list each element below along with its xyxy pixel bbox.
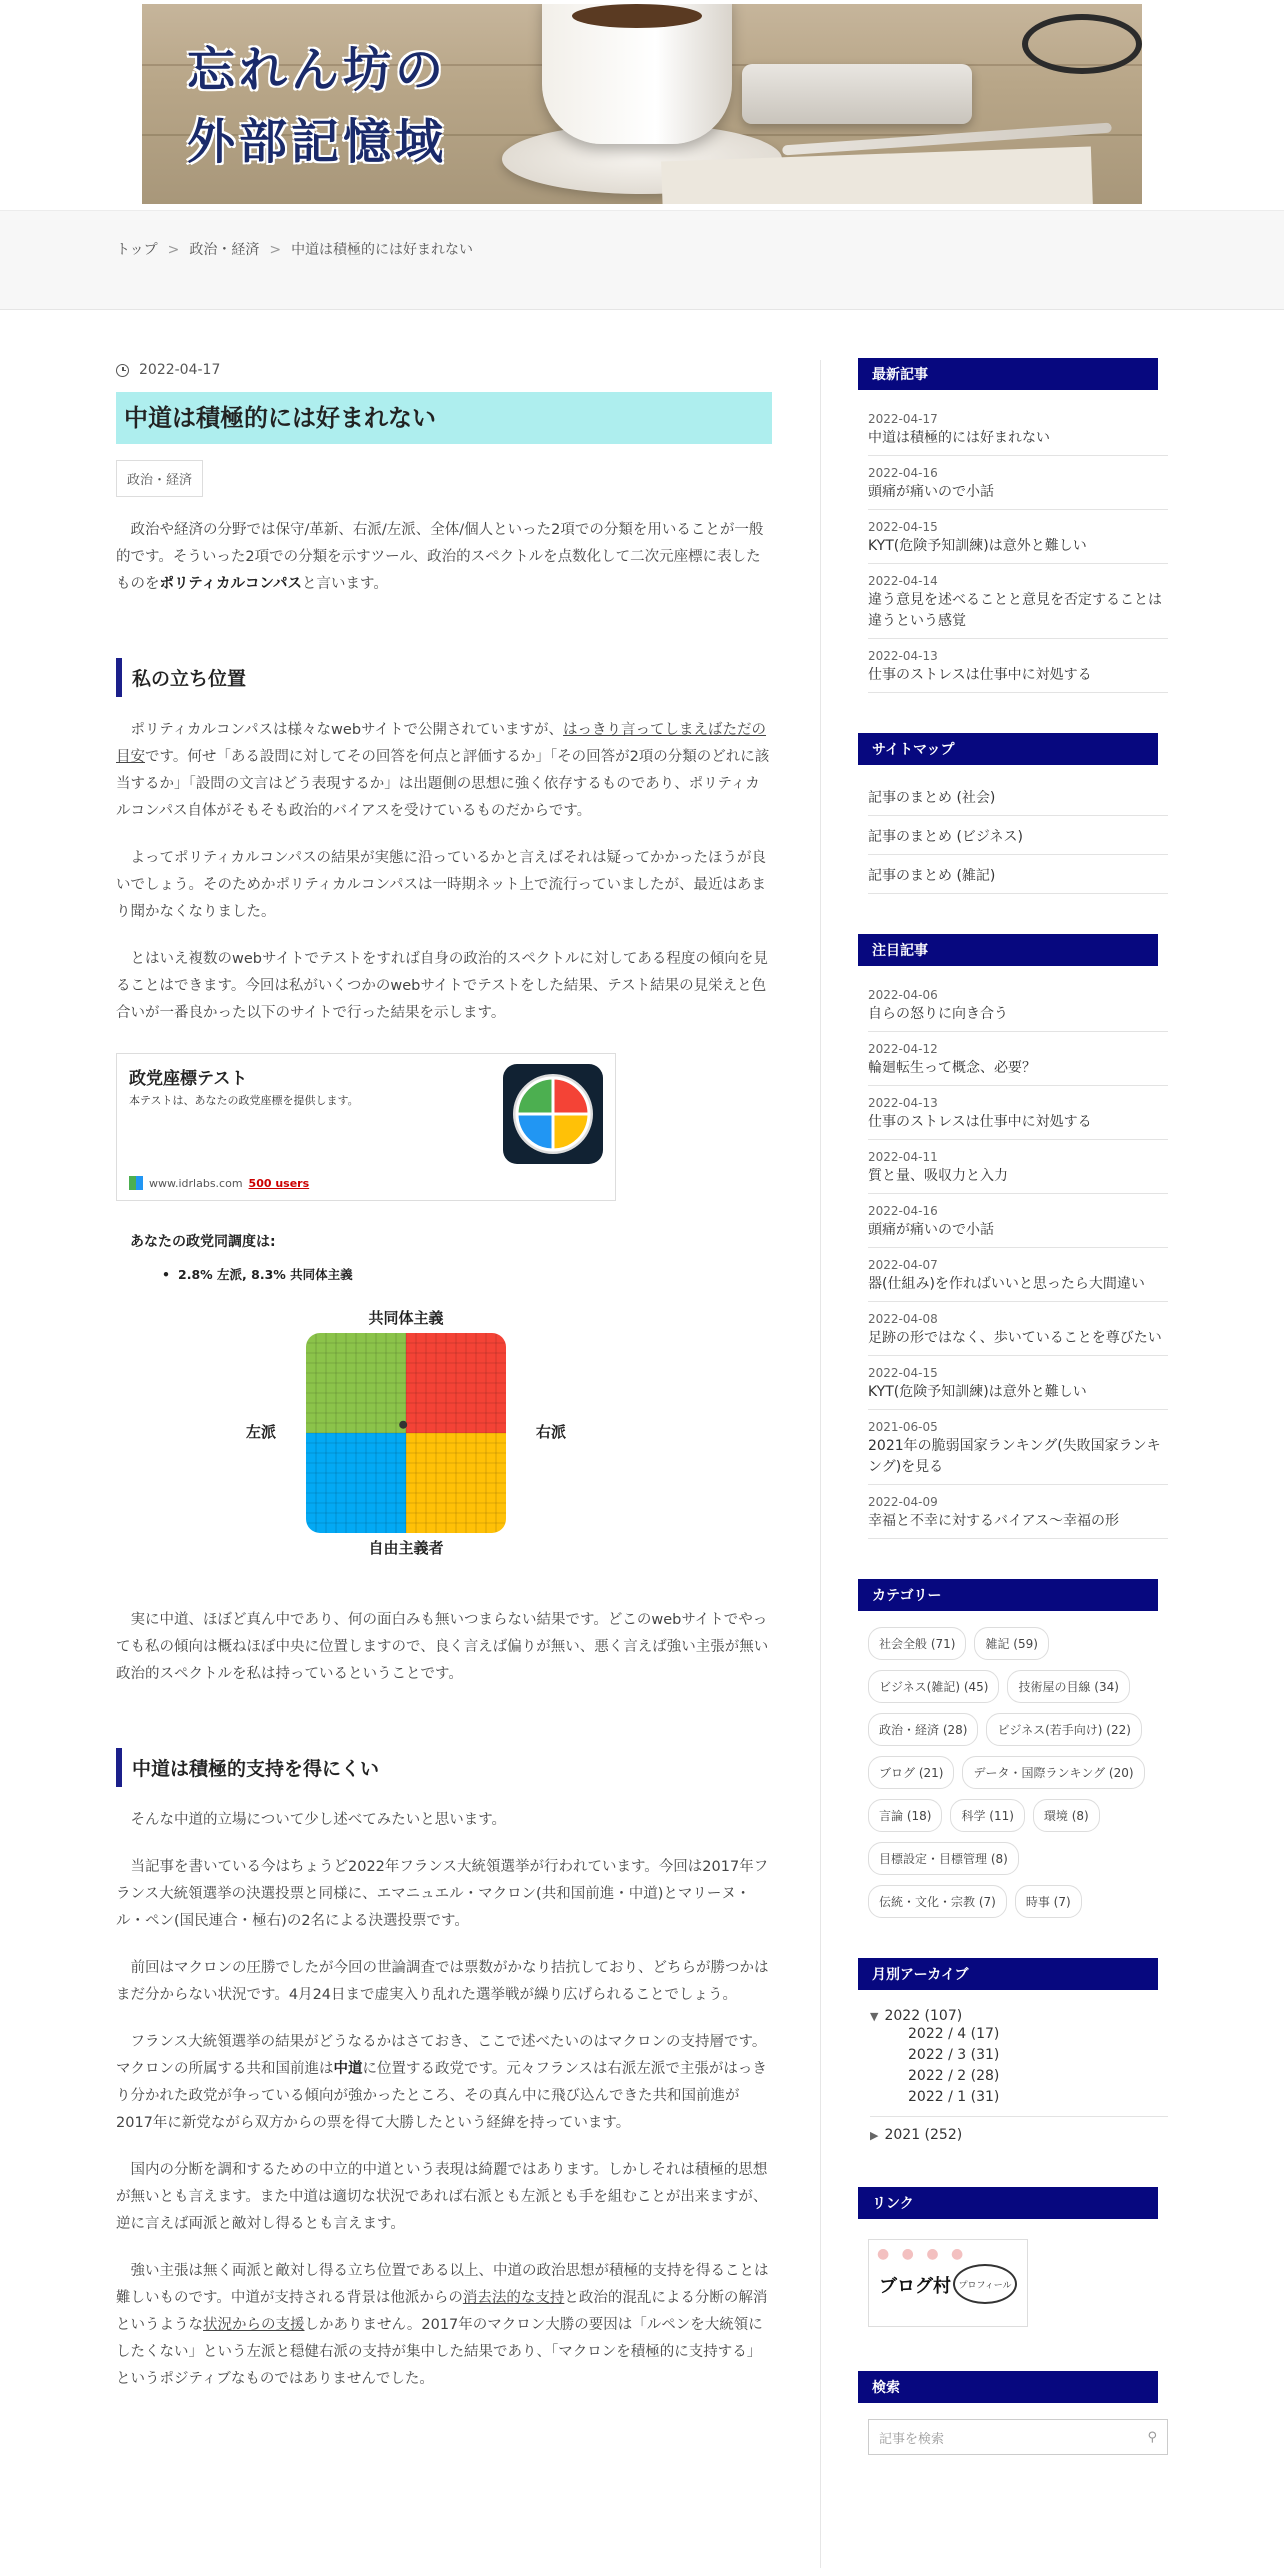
recent-post-item[interactable] xyxy=(868,639,1168,693)
popular-post-date: 2022-04-09 xyxy=(868,1495,938,1509)
sitemap-link[interactable]: 記事のまとめ (社会) xyxy=(868,777,1168,816)
favicon-icon xyxy=(129,1176,143,1190)
compass-result xyxy=(116,1231,772,1571)
breadcrumb-bar xyxy=(0,210,1284,310)
popular-posts-list xyxy=(858,978,1168,1539)
recent-post-item[interactable] xyxy=(868,564,1168,639)
paragraph-2: よってポリティカルコンパスの結果が実態に沿っているかと言えばそれは疑ってかかったほうが良いでしょう。そのためかポリティカルコンパスは一時期ネット上で流行っていましたが、最近はあまり聞かなくなりました。 xyxy=(116,850,767,920)
popular-post-date: 2022-04-12 xyxy=(868,1042,938,1056)
archive-list xyxy=(858,2008,1168,2143)
profile-badge: プロフィール xyxy=(953,2264,1017,2304)
sitemap-list xyxy=(858,777,1168,894)
popular-post-item[interactable] xyxy=(868,1140,1168,1194)
column-divider xyxy=(820,360,821,2568)
recent-post-item[interactable] xyxy=(868,510,1168,564)
popular-post-title[interactable]: 輪廻転生って概念、必要？ xyxy=(868,1060,1036,1076)
header-banner[interactable] xyxy=(142,4,1142,204)
popular-post-item[interactable] xyxy=(868,978,1168,1032)
sidebar-heading-popular: 注目記事 xyxy=(858,934,1158,966)
breadcrumb: トップ > 政治・経済 > 中道は積極的には好まれない xyxy=(116,242,474,258)
popular-post-title[interactable]: 2021年の脆弱国家ランキング(失敗国家ランキング)を見る xyxy=(868,1438,1161,1475)
result-label: あなたの政党同調度は: xyxy=(130,1234,276,1250)
popular-post-item[interactable] xyxy=(868,1485,1168,1539)
paragraph-6: 当記事を書いている今はちょうど2022年フランス大統領選挙が行われています。今回は2017年フランス大統領選挙の決選投票と同様に、エマニュエル・マクロン(共和国前進・中道)とマリーヌ・ル・ペン(国民連合・極右)の2名による決選投票です。 xyxy=(116,1859,769,1929)
category-tag[interactable]: 時事 (7) xyxy=(1015,1885,1082,1918)
paragraph-9: 国内の分断を調和するための中立的中道という表現は綺麗ではあります。しかしそれは積極的思想が無いとも言えます。また中道は適切な状況であれば右派とも左派とも手を組むことが出来ますが、逆に言えば両派と敵対し得るとも言えます。 xyxy=(116,2162,768,2232)
site-title[interactable]: 忘れん坊の 外部記憶域 xyxy=(187,42,448,170)
archive-year-2021[interactable]: ▶ 2021 (252) xyxy=(870,2127,963,2143)
recent-post-date: 2022-04-14 xyxy=(868,574,938,588)
recent-post-title[interactable]: 違う意見を述べることと意見を否定することは違うという感覚 xyxy=(868,592,1162,629)
recent-post-date: 2022-04-16 xyxy=(868,466,938,480)
popular-post-item[interactable] xyxy=(868,1086,1168,1140)
paragraph-10: 強い主張は無く両派と敵対し得る立ち位置である以上、中道の政治思想が積極的支持を得ることは難しいものです。中道が支持される背景は他派からの消去法的な支持と政治的混乱による分断の解消というような状況からの支援しかありません。2017年のマクロン大勝の要因は「ルペンを大統領にしたくない」という左派と穏健右派の支持が集中した結果であり、「マクロンを積極的に支持する」というポジティブなものではありませんでした。 xyxy=(116,2263,769,2387)
popular-post-date: 2022-04-13 xyxy=(868,1096,938,1110)
site-header xyxy=(0,0,1284,210)
sitemap-link[interactable]: 記事のまとめ (雑記) xyxy=(868,855,1168,894)
popular-post-date: 2021-06-05 xyxy=(868,1420,938,1434)
sidebar xyxy=(858,358,1168,2455)
popular-post-title[interactable]: 質と量、吸収力と入力 xyxy=(868,1168,1008,1184)
recent-post-title[interactable]: 中道は積極的には好まれない xyxy=(868,430,1050,446)
embed-users-badge: 500 users xyxy=(248,1176,310,1190)
category-tag[interactable]: データ・国際ランキング (20) xyxy=(962,1756,1144,1789)
compass-label-top: 共同体主義 xyxy=(368,1309,444,1327)
embed-link-card[interactable] xyxy=(116,1053,616,1201)
popular-post-title[interactable]: 器(仕組み)を作ればいいと思ったら大間違い xyxy=(868,1276,1145,1292)
post-date-text: 2022-04-17 xyxy=(139,362,221,378)
popular-post-item[interactable] xyxy=(868,1032,1168,1086)
compass-label-right: 右派 xyxy=(536,1423,566,1441)
popular-post-title[interactable]: 幸福と不幸に対するバイアス～幸福の形 xyxy=(868,1513,1120,1529)
post-date xyxy=(116,362,772,378)
embed-footer xyxy=(129,1176,309,1190)
search-placeholder: 記事を検索 xyxy=(879,2431,945,2447)
recent-post-item[interactable] xyxy=(868,402,1168,456)
category-tag[interactable]: 科学 (11) xyxy=(950,1799,1024,1832)
compass-position-point xyxy=(399,1421,407,1429)
embed-description: 本テストは、あなたの政党座標を提供します。 xyxy=(129,1094,359,1107)
embed-domain: www.idrlabs.com xyxy=(149,1176,243,1190)
archive-month-link[interactable]: 2022 / 3 (31) xyxy=(908,2047,1000,2063)
popular-post-date: 2022-04-08 xyxy=(868,1312,938,1326)
recent-posts-list xyxy=(858,402,1168,693)
popular-post-date: 2022-04-11 xyxy=(868,1150,938,1164)
sidebar-heading-link: リンク xyxy=(858,2187,1158,2219)
sidebar-heading-category: カテゴリー xyxy=(858,1579,1158,1611)
recent-post-item[interactable] xyxy=(868,456,1168,510)
popular-post-date: 2022-04-15 xyxy=(868,1366,938,1380)
sidebar-heading-sitemap: サイトマップ xyxy=(858,733,1158,765)
breadcrumb-category[interactable]: 政治・経済 xyxy=(189,242,260,258)
paragraph-7: 前回はマクロンの圧勝でしたが今回の世論調査では票数がかなり拮抗しており、どちらが勝つかはまだ分からない状況です。4月24日まで虚実入り乱れた選挙戦が繰り広げられることでしょう。 xyxy=(116,1960,769,2003)
archive-month-link[interactable]: 2022 / 1 (31) xyxy=(908,2089,1000,2105)
compass-logo-icon xyxy=(503,1064,603,1164)
breadcrumb-top[interactable]: トップ xyxy=(116,242,158,258)
blogmura-logo-text: ブログ村 xyxy=(879,2276,951,2297)
popular-post-item[interactable] xyxy=(868,1194,1168,1248)
category-tag[interactable]: 雑記 (59) xyxy=(974,1627,1048,1660)
popular-post-date: 2022-04-06 xyxy=(868,988,938,1002)
political-compass-chart xyxy=(246,1307,566,1557)
popular-post-item[interactable] xyxy=(868,1356,1168,1410)
category-tag[interactable]: 環境 (8) xyxy=(1033,1799,1100,1832)
category-tag-list xyxy=(858,1627,1158,1918)
triangle-down-icon: ▼ xyxy=(870,2009,879,2023)
category-tag[interactable]: ビジネス(若手向け) (22) xyxy=(986,1713,1141,1746)
triangle-right-icon: ▶ xyxy=(870,2128,879,2142)
heading-centrism: 中道は積極的支持を得にくい xyxy=(116,1748,772,1787)
category-tag[interactable]: 言論 (18) xyxy=(868,1799,942,1832)
popular-post-title[interactable]: 自らの怒りに向き合う xyxy=(868,1006,1008,1022)
archive-month-link[interactable]: 2022 / 2 (28) xyxy=(908,2068,1000,2084)
sidebar-heading-archive: 月別アーカイブ xyxy=(858,1958,1158,1990)
sitemap-link[interactable]: 記事のまとめ (ビジネス) xyxy=(868,816,1168,855)
popular-post-date: 2022-04-07 xyxy=(868,1258,938,1272)
popular-post-item[interactable] xyxy=(868,1410,1168,1485)
category-tag[interactable]: 伝統・文化・宗教 (7) xyxy=(868,1885,1007,1918)
heading-my-position: 私の立ち位置 xyxy=(116,658,772,697)
paragraph-1: ポリティカルコンパスは様々なwebサイトで公開されていますが、はっきり言ってしまえばただの目安です。何せ「ある設問に対してその回答を何点と評価するか」「その回答が2項の分類のどれに該当するか」「設問の文言はどう表現するか」は出題側の思想に強く依存するものであり、ポリティカルコンパス自体がそもそも政治的バイアスを受けているものだからです。 xyxy=(116,722,770,819)
intro-paragraph: 政治や経済の分野では保守/革新、右派/左派、全体/個人といった2項での分類を用いることが一般的です。そういった2項での分類を示すツール、政治的スペクトルを点数化して二次元座標に表したものをポリティカルコンパスと言います。 xyxy=(116,522,764,592)
popular-post-title[interactable]: 仕事のストレスは仕事中に対処する xyxy=(868,1114,1092,1130)
glasses-image xyxy=(1022,14,1142,74)
popular-post-item[interactable] xyxy=(868,1302,1168,1356)
paragraph-8: フランス大統領選挙の結果がどうなるかはさておき、ここで述べたいのはマクロンの支持層です。マクロンの所属する共和国前進は中道に位置する政党です。元々フランスは右派左派で主張がはっきり分かれた政党が争っている傾向が強かったところ、その真ん中に飛び込んできた共和国前進が2017年に新党ながら双方からの票を得て大勝したという経緯を持っています。 xyxy=(116,2034,767,2131)
category-tag[interactable]: ビジネス(雑記) (45) xyxy=(868,1670,999,1703)
sidebar-heading-search: 検索 xyxy=(858,2371,1158,2403)
category-tag[interactable]: 目標設定・目標管理 (8) xyxy=(868,1842,1019,1875)
recent-post-date: 2022-04-15 xyxy=(868,520,938,534)
category-tag[interactable]: 社会全般 (71) xyxy=(868,1627,966,1660)
paragraph-3: とはいえ複数のwebサイトでテストをすれば自身の政治的スペクトルに対してある程度の傾向を見ることはできます。今回は私がいくつかのwebサイトでテストをした結果、テスト結果の見栄えと色合いが一番良かった以下のサイトで行った結果を示します。 xyxy=(116,951,768,1021)
recent-post-title[interactable]: 頭痛が痛いので小話 xyxy=(868,484,994,500)
search-input[interactable] xyxy=(868,2419,1168,2455)
category-tag[interactable]: 技術屋の目線 (34) xyxy=(1007,1670,1129,1703)
paragraph-4: 実に中道、ほぼど真ん中であり、何の面白みも無いつまらない結果です。どこのwebサイトでやっても私の傾向は概ねほぼ中央に位置しますので、良く言えば偏りが無い、悪く言えば強い主張が無い政治的スペクトルを私は持っているということです。 xyxy=(116,1612,769,1682)
popular-post-title[interactable]: KYT(危険予知訓練)は意外と難しい xyxy=(868,1384,1087,1400)
embed-title: 政党座標テスト xyxy=(129,1069,248,1089)
recent-post-title[interactable]: 仕事のストレスは仕事中に対処する xyxy=(868,667,1092,683)
popular-post-title[interactable]: 足跡の形ではなく、歩いていることを尊びたい xyxy=(868,1330,1162,1346)
inline-link[interactable]: はっきり言ってしまえばただの目安 xyxy=(116,722,767,765)
recent-post-title[interactable]: KYT(危険予知訓練)は意外と難しい xyxy=(868,538,1087,554)
sidebar-heading-recent: 最新記事 xyxy=(858,358,1158,390)
search-icon[interactable]: ⚲ xyxy=(1147,2429,1157,2445)
archive-month-link[interactable]: 2022 / 4 (17) xyxy=(908,2026,1000,2042)
archive-year-2022[interactable]: ▼ 2022 (107) xyxy=(870,2008,963,2024)
popular-post-item[interactable] xyxy=(868,1248,1168,1302)
category-tag[interactable]: 政治・経済 (28) xyxy=(868,1713,978,1746)
category-tag[interactable]: ブログ (21) xyxy=(868,1756,954,1789)
popular-post-date: 2022-04-16 xyxy=(868,1204,938,1218)
blogmura-banner[interactable]: ● ● ● ● ブログ村 プロフィール xyxy=(868,2239,1028,2327)
phone-image xyxy=(742,64,972,124)
popular-post-title[interactable]: 頭痛が痛いので小話 xyxy=(868,1222,994,1238)
compass-label-bottom: 自由主義者 xyxy=(368,1539,444,1557)
recent-post-date: 2022-04-13 xyxy=(868,649,938,663)
article xyxy=(116,362,772,2393)
post-category-tag[interactable]: 政治・経済 xyxy=(116,460,203,497)
breadcrumb-current: 中道は積極的には好まれない xyxy=(291,242,474,258)
result-item: • 2.8% 左派, 8.3% 共同体主義 xyxy=(162,1265,772,1283)
recent-post-date: 2022-04-17 xyxy=(868,412,938,426)
compass-label-left: 左派 xyxy=(246,1423,277,1441)
clock-icon xyxy=(116,364,129,377)
paragraph-5: そんな中道的立場について少し述べてみたいと思います。 xyxy=(130,1812,507,1828)
post-title: 中道は積極的には好まれない xyxy=(116,392,772,444)
